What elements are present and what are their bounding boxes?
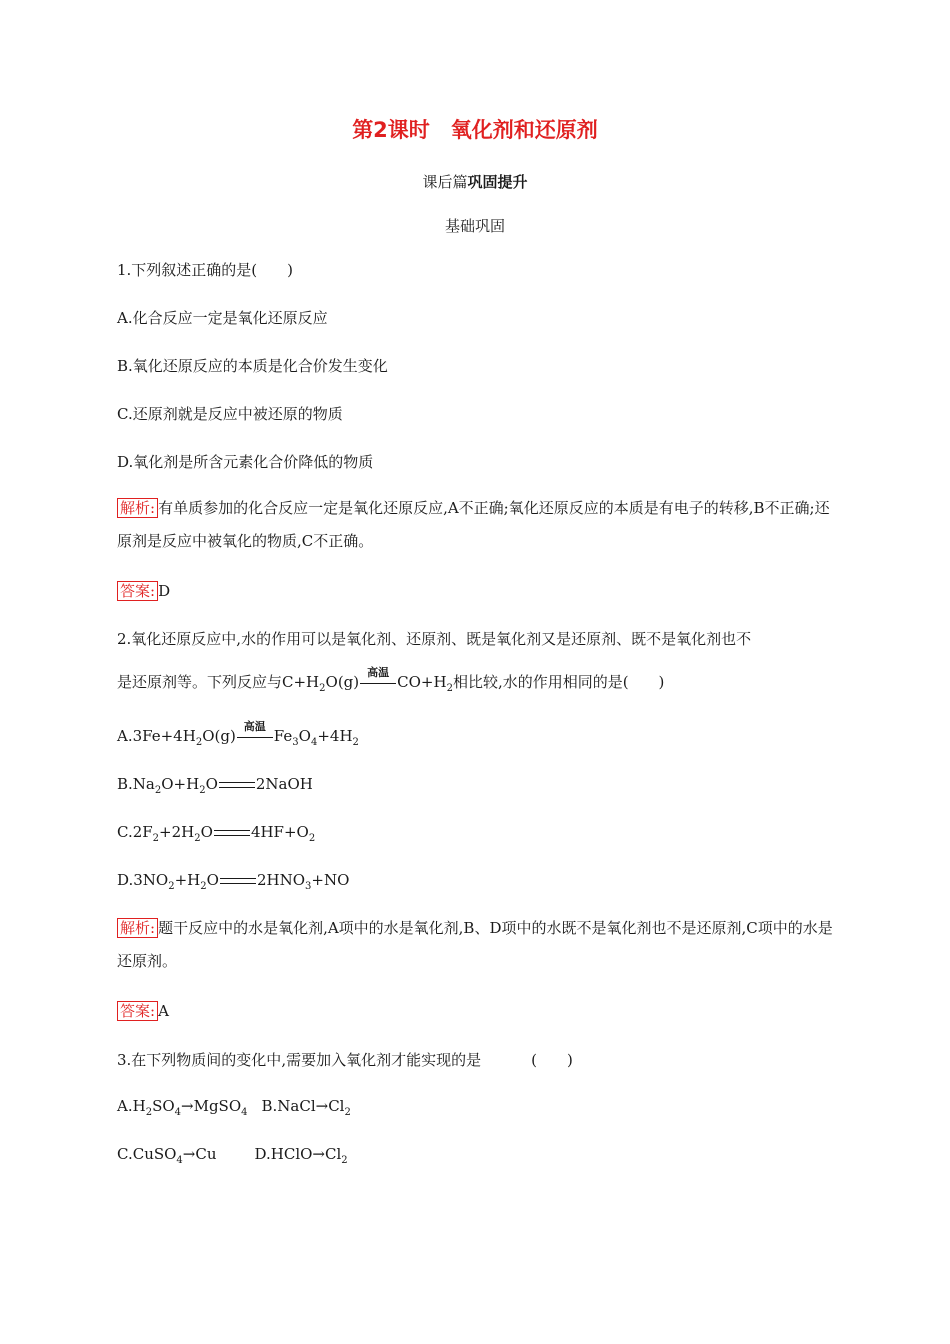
- q2-analysis-text: 题干反应中的水是氧化剂,A项中的水是氧化剂,B、D项中的水既不是氧化剂也不是还原剂,C项中的水是还原剂。: [117, 919, 833, 970]
- q2-stem-line2: [117, 666, 665, 694]
- page-title: 第2课时 氧化剂和还原剂: [352, 118, 598, 142]
- reaction-condition: 高温: [367, 666, 390, 679]
- subtitle-bold: 巩固提升: [467, 173, 528, 191]
- subtitle-prefix: 课后篇: [422, 173, 468, 191]
- subscript: 4: [176, 1155, 183, 1166]
- q3-options-cd: [117, 1145, 348, 1166]
- q2-analysis: [117, 912, 833, 978]
- subscript: 4: [310, 737, 318, 748]
- q1-option-a: A.化合反应一定是氧化还原反应: [117, 309, 328, 327]
- q2-stem-part: O(g): [325, 673, 360, 691]
- page-subtitle: [0, 171, 950, 192]
- q1-stem: 1.下列叙述正确的是( ): [117, 261, 294, 279]
- answer-tag: 答案:: [117, 1001, 158, 1021]
- formula-part: B.NaCl→Cl: [261, 1097, 345, 1115]
- arrow-bar: [360, 683, 396, 684]
- subscript: 2: [341, 1155, 348, 1166]
- q3-stem-text: 3.在下列物质间的变化中,需要加入氧化剂才能实现的是: [117, 1051, 482, 1069]
- subscript: 4: [241, 1107, 248, 1118]
- q2-answer-value: A: [158, 1002, 169, 1020]
- formula-part: O: [200, 823, 213, 841]
- formula-part: +4H: [317, 727, 353, 745]
- q3-answer-blank: ( ): [531, 1051, 573, 1069]
- arrow-bar: [237, 737, 273, 738]
- q3-stem: [117, 1049, 573, 1070]
- analysis-tag: 解析:: [117, 918, 158, 938]
- formula-part: SO: [152, 1097, 175, 1115]
- equals-sign: [219, 782, 255, 788]
- q3-options-ab: [117, 1097, 351, 1118]
- subscript: 2: [319, 683, 326, 694]
- subscript: 2: [194, 833, 201, 844]
- q1-answer: [117, 580, 170, 601]
- section-heading: 基础巩固: [444, 217, 505, 235]
- formula-part: Fe: [273, 727, 293, 745]
- q1-option-c: C.还原剂就是反应中被还原的物质: [117, 405, 343, 423]
- formula-part: →MgSO: [181, 1097, 242, 1115]
- equals-sign: [214, 830, 250, 836]
- formula-part: O: [206, 871, 219, 889]
- formula-part: 2NaOH: [255, 775, 313, 793]
- subscript: 2: [145, 1107, 153, 1118]
- formula-part: C.2F: [117, 823, 153, 841]
- formula-part: +2H: [159, 823, 195, 841]
- q2-option-d: [117, 871, 349, 892]
- formula-part: D.HClO→Cl: [254, 1145, 342, 1163]
- q1-analysis: [117, 492, 833, 558]
- formula-part: →Cu: [182, 1145, 217, 1163]
- subscript: 2: [200, 881, 207, 892]
- subscript: 2: [152, 833, 160, 844]
- formula-part: O: [205, 775, 218, 793]
- subscript: 2: [446, 683, 453, 694]
- q2-option-b: [117, 775, 313, 796]
- formula-part: D.3NO: [117, 871, 169, 889]
- q2-answer: [117, 1000, 169, 1021]
- formula-part: C.CuSO: [117, 1145, 177, 1163]
- q2-option-c: [117, 823, 315, 844]
- formula-part: O(g): [202, 727, 236, 745]
- formula-part: 4HF+O: [250, 823, 309, 841]
- subscript: 2: [154, 785, 162, 796]
- formula-part: B.Na: [117, 775, 155, 793]
- subscript: 3: [305, 881, 312, 892]
- q2-stem-part: 相比较,水的作用相同的是( ): [452, 673, 665, 691]
- q2-option-a: [117, 720, 359, 748]
- subscript: 3: [292, 737, 299, 748]
- q2-stem-part: 是还原剂等。下列反应与C+H: [117, 673, 320, 691]
- subscript: 2: [308, 833, 316, 844]
- subscript: 2: [344, 1107, 351, 1118]
- formula-part: 2HNO: [256, 871, 305, 889]
- q2-stem-part: CO+H: [397, 673, 447, 691]
- q1-option-b: B.氧化还原反应的本质是化合价发生变化: [117, 357, 388, 375]
- formula-part: O+H: [161, 775, 200, 793]
- equals-sign: [220, 878, 256, 884]
- q1-analysis-text: 有单质参加的化合反应一定是氧化还原反应,A不正确;氧化还原反应的本质是有电子的转移,B不正确;还原剂是反应中被氧化的物质,C不正确。: [117, 499, 830, 550]
- formula-part: +H: [174, 871, 201, 889]
- subscript: 2: [168, 881, 175, 892]
- q1-option-d: D.氧化剂是所含元素化合价降低的物质: [117, 453, 374, 471]
- subscript: 2: [199, 785, 206, 796]
- formula-part: +NO: [311, 871, 350, 889]
- q2-stem-line1: 2.氧化还原反应中,水的作用可以是氧化剂、还原剂、既是氧化剂又是还原剂、既不是氧化剂也不: [117, 630, 752, 648]
- formula-part: A.3Fe+4H: [117, 727, 196, 745]
- q1-answer-value: D: [158, 582, 171, 600]
- formula-part: O: [298, 727, 311, 745]
- subscript: 4: [174, 1107, 182, 1118]
- analysis-tag: 解析:: [117, 498, 158, 518]
- reaction-arrow: [237, 720, 273, 742]
- subscript: 2: [352, 737, 359, 748]
- reaction-condition: 高温: [243, 720, 266, 733]
- answer-tag: 答案:: [117, 581, 158, 601]
- reaction-arrow: [360, 666, 396, 688]
- formula-part: A.H: [117, 1097, 146, 1115]
- subscript: 2: [195, 737, 203, 748]
